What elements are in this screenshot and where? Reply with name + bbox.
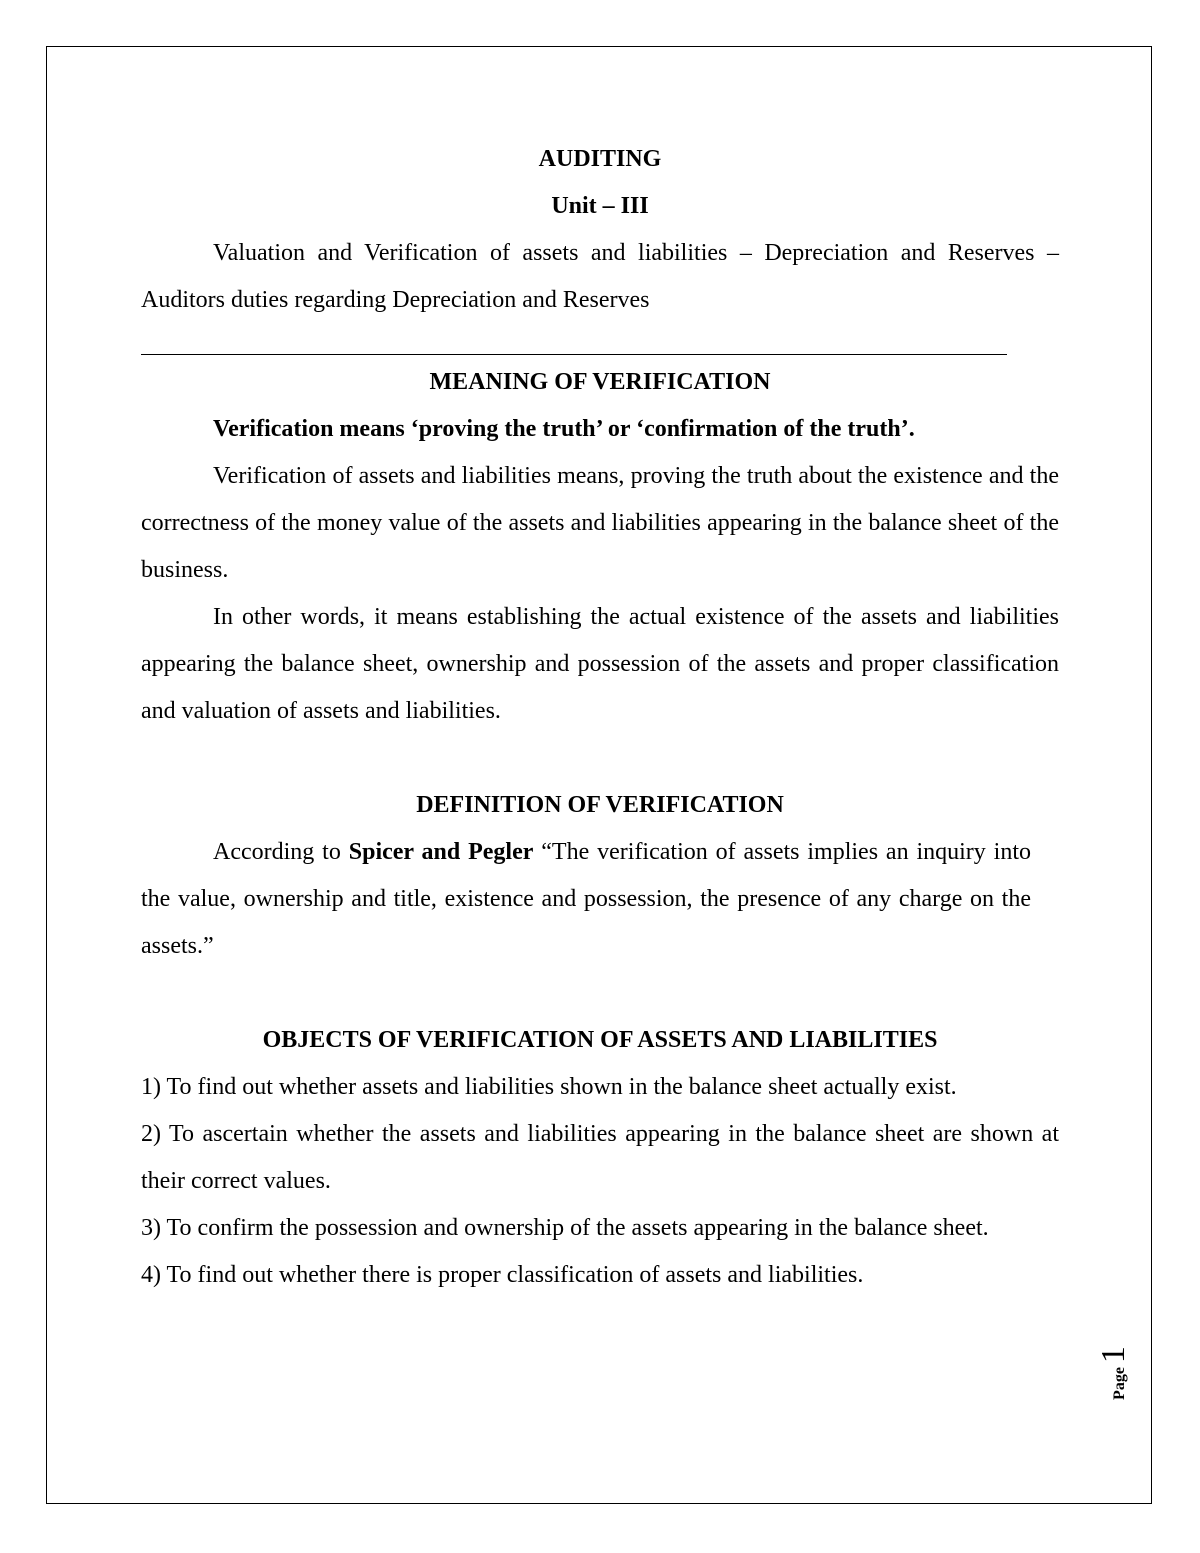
- horizontal-rule: [141, 354, 1007, 355]
- meaning-heading: MEANING OF VERIFICATION: [429, 369, 771, 395]
- meaning-paragraph-2: In other words, it means establishing the actual existence of the assets and liabilities appearing the balance sheet, ownership and possession of the assets and proper classification and valuation of assets and liabilities.: [141, 604, 1059, 724]
- page-number: [1092, 1335, 1136, 1410]
- definition-heading: DEFINITION OF VERIFICATION: [416, 792, 784, 818]
- definition-intro: According to: [213, 839, 341, 865]
- syllabus-text: Valuation and Verification of assets and liabilities – Depreciation and Reserves – Auditors duties regarding Depreciation and Reserves: [141, 240, 1059, 313]
- unit-label: Unit – III: [551, 193, 649, 219]
- objects-item-2: 2) To ascertain whether the assets and liabilities appearing in the balance sheet are shown at their correct values.: [141, 1121, 1059, 1194]
- objects-item-4: 4) To find out whether there is proper classification of assets and liabilities.: [141, 1262, 864, 1288]
- definition-quote-3: presence of any charge on the assets.”: [141, 886, 1032, 959]
- objects-item-3: 3) To confirm the possession and ownership of the assets appearing in the balance sheet.: [141, 1215, 989, 1241]
- page-label: Page: [1111, 1366, 1128, 1400]
- objects-heading: OBJECTS OF VERIFICATION OF ASSETS AND LIABILITIES: [262, 1027, 938, 1053]
- meaning-definition-text: Verification means ‘proving the truth’ or ‘confirmation of the truth’.: [213, 416, 915, 442]
- objects-item-1: 1) To find out whether assets and liabilities shown in the balance sheet actually exist.: [141, 1074, 957, 1100]
- definition-quote-2: inquiry into the value, ownership and title, existence and possession, the: [141, 839, 1032, 912]
- meaning-paragraph-1: Verification of assets and liabilities means, proving the truth about the existence and the correctness of the money value of the assets and liabilities appearing in the balance sheet of the business.: [141, 463, 1059, 583]
- meaning-definition-line: [141, 406, 1059, 453]
- document-body: [141, 136, 1059, 1299]
- definition-authors: Spicer and Pegler: [348, 839, 534, 865]
- definition-paragraph: [141, 829, 1031, 970]
- page-number-value: 1: [1095, 1345, 1132, 1363]
- definition-quote-1: “The verification of assets implies an: [541, 839, 909, 865]
- document-title: AUDITING: [538, 146, 662, 172]
